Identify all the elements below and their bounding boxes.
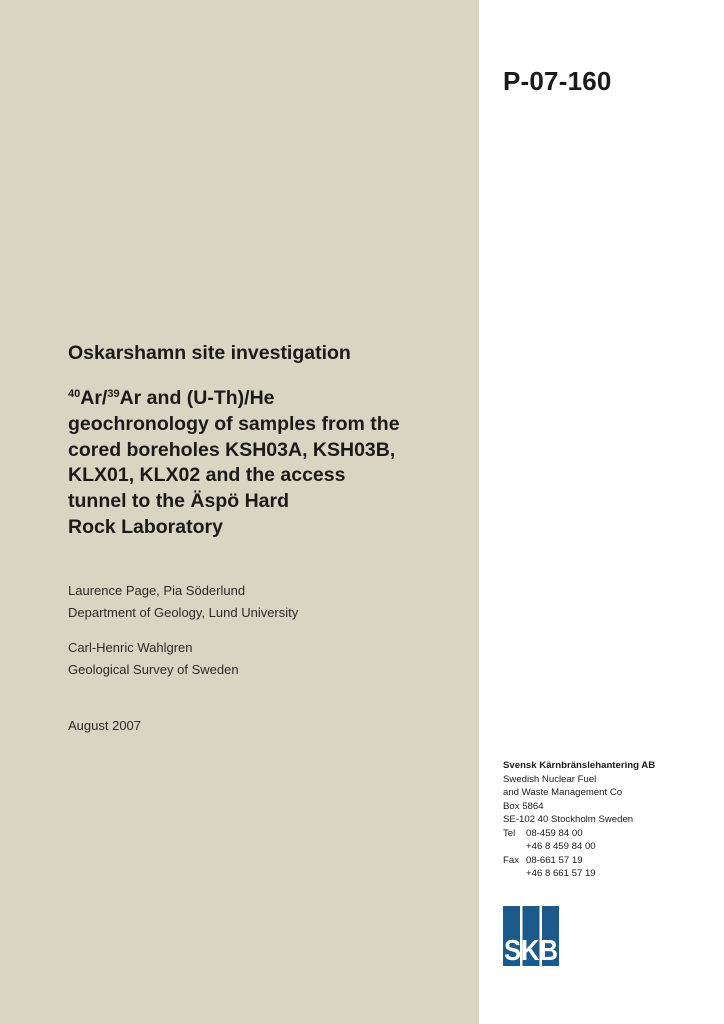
- publisher-address-line: SE-102 40 Stockholm Sweden: [503, 814, 634, 825]
- publisher-address: [503, 759, 655, 881]
- author-affiliation: Geological Survey of Sweden: [68, 661, 239, 677]
- author-names: Carl-Henric Wahlgren: [68, 640, 193, 655]
- series-title: Oskarshamn site investigation: [68, 342, 351, 364]
- title-line-2: geochronology of samples from the: [68, 412, 400, 435]
- title-line-1: [68, 386, 468, 412]
- publication-date: [68, 715, 141, 737]
- publisher-box: Box 5864: [503, 800, 544, 812]
- fax-number-1: 08-661 57 19: [526, 854, 583, 866]
- publisher-company: Svensk Kärnbränslehantering AB: [503, 760, 656, 771]
- publisher-name-en-2: and Waste Management Co: [503, 787, 623, 798]
- tel-label: Tel: [503, 827, 516, 839]
- author-block-2: [68, 637, 239, 680]
- title-line-3: cored boreholes KSH03A, KSH03B,: [68, 438, 396, 461]
- superscript-40: 40: [68, 388, 81, 400]
- superscript-39: 39: [107, 388, 120, 400]
- author-affiliation: Department of Geology, Lund University: [68, 604, 299, 620]
- title-ar-uth-he: Ar and (U-Th)/He: [119, 387, 275, 409]
- date-text: August 2007: [68, 718, 142, 733]
- report-title: [68, 386, 468, 541]
- publisher-tel: [503, 827, 655, 841]
- logo-text: SKB: [504, 935, 558, 967]
- title-line-5: tunnel to the Äspö Hard: [68, 490, 289, 513]
- title-line-4: KLX01, KLX02 and the access: [68, 464, 346, 487]
- publisher-fax: [503, 854, 655, 868]
- title-line-6: Rock Laboratory: [68, 515, 223, 538]
- fax-number-2: +46 8 661 57 19: [526, 868, 596, 879]
- author-names: Laurence Page, Pia Söderlund: [68, 583, 246, 598]
- title-ar: Ar/: [80, 387, 108, 409]
- fax-label: Fax: [503, 854, 519, 866]
- tel-number-2: +46 8 459 84 00: [526, 841, 596, 852]
- publisher-name-en-1: Swedish Nuclear Fuel: [503, 773, 597, 785]
- author-block-1: [68, 580, 298, 623]
- skb-logo: [503, 906, 559, 966]
- tel-number-1: 08-459 84 00: [526, 827, 583, 839]
- report-number: P-07-160: [503, 66, 612, 96]
